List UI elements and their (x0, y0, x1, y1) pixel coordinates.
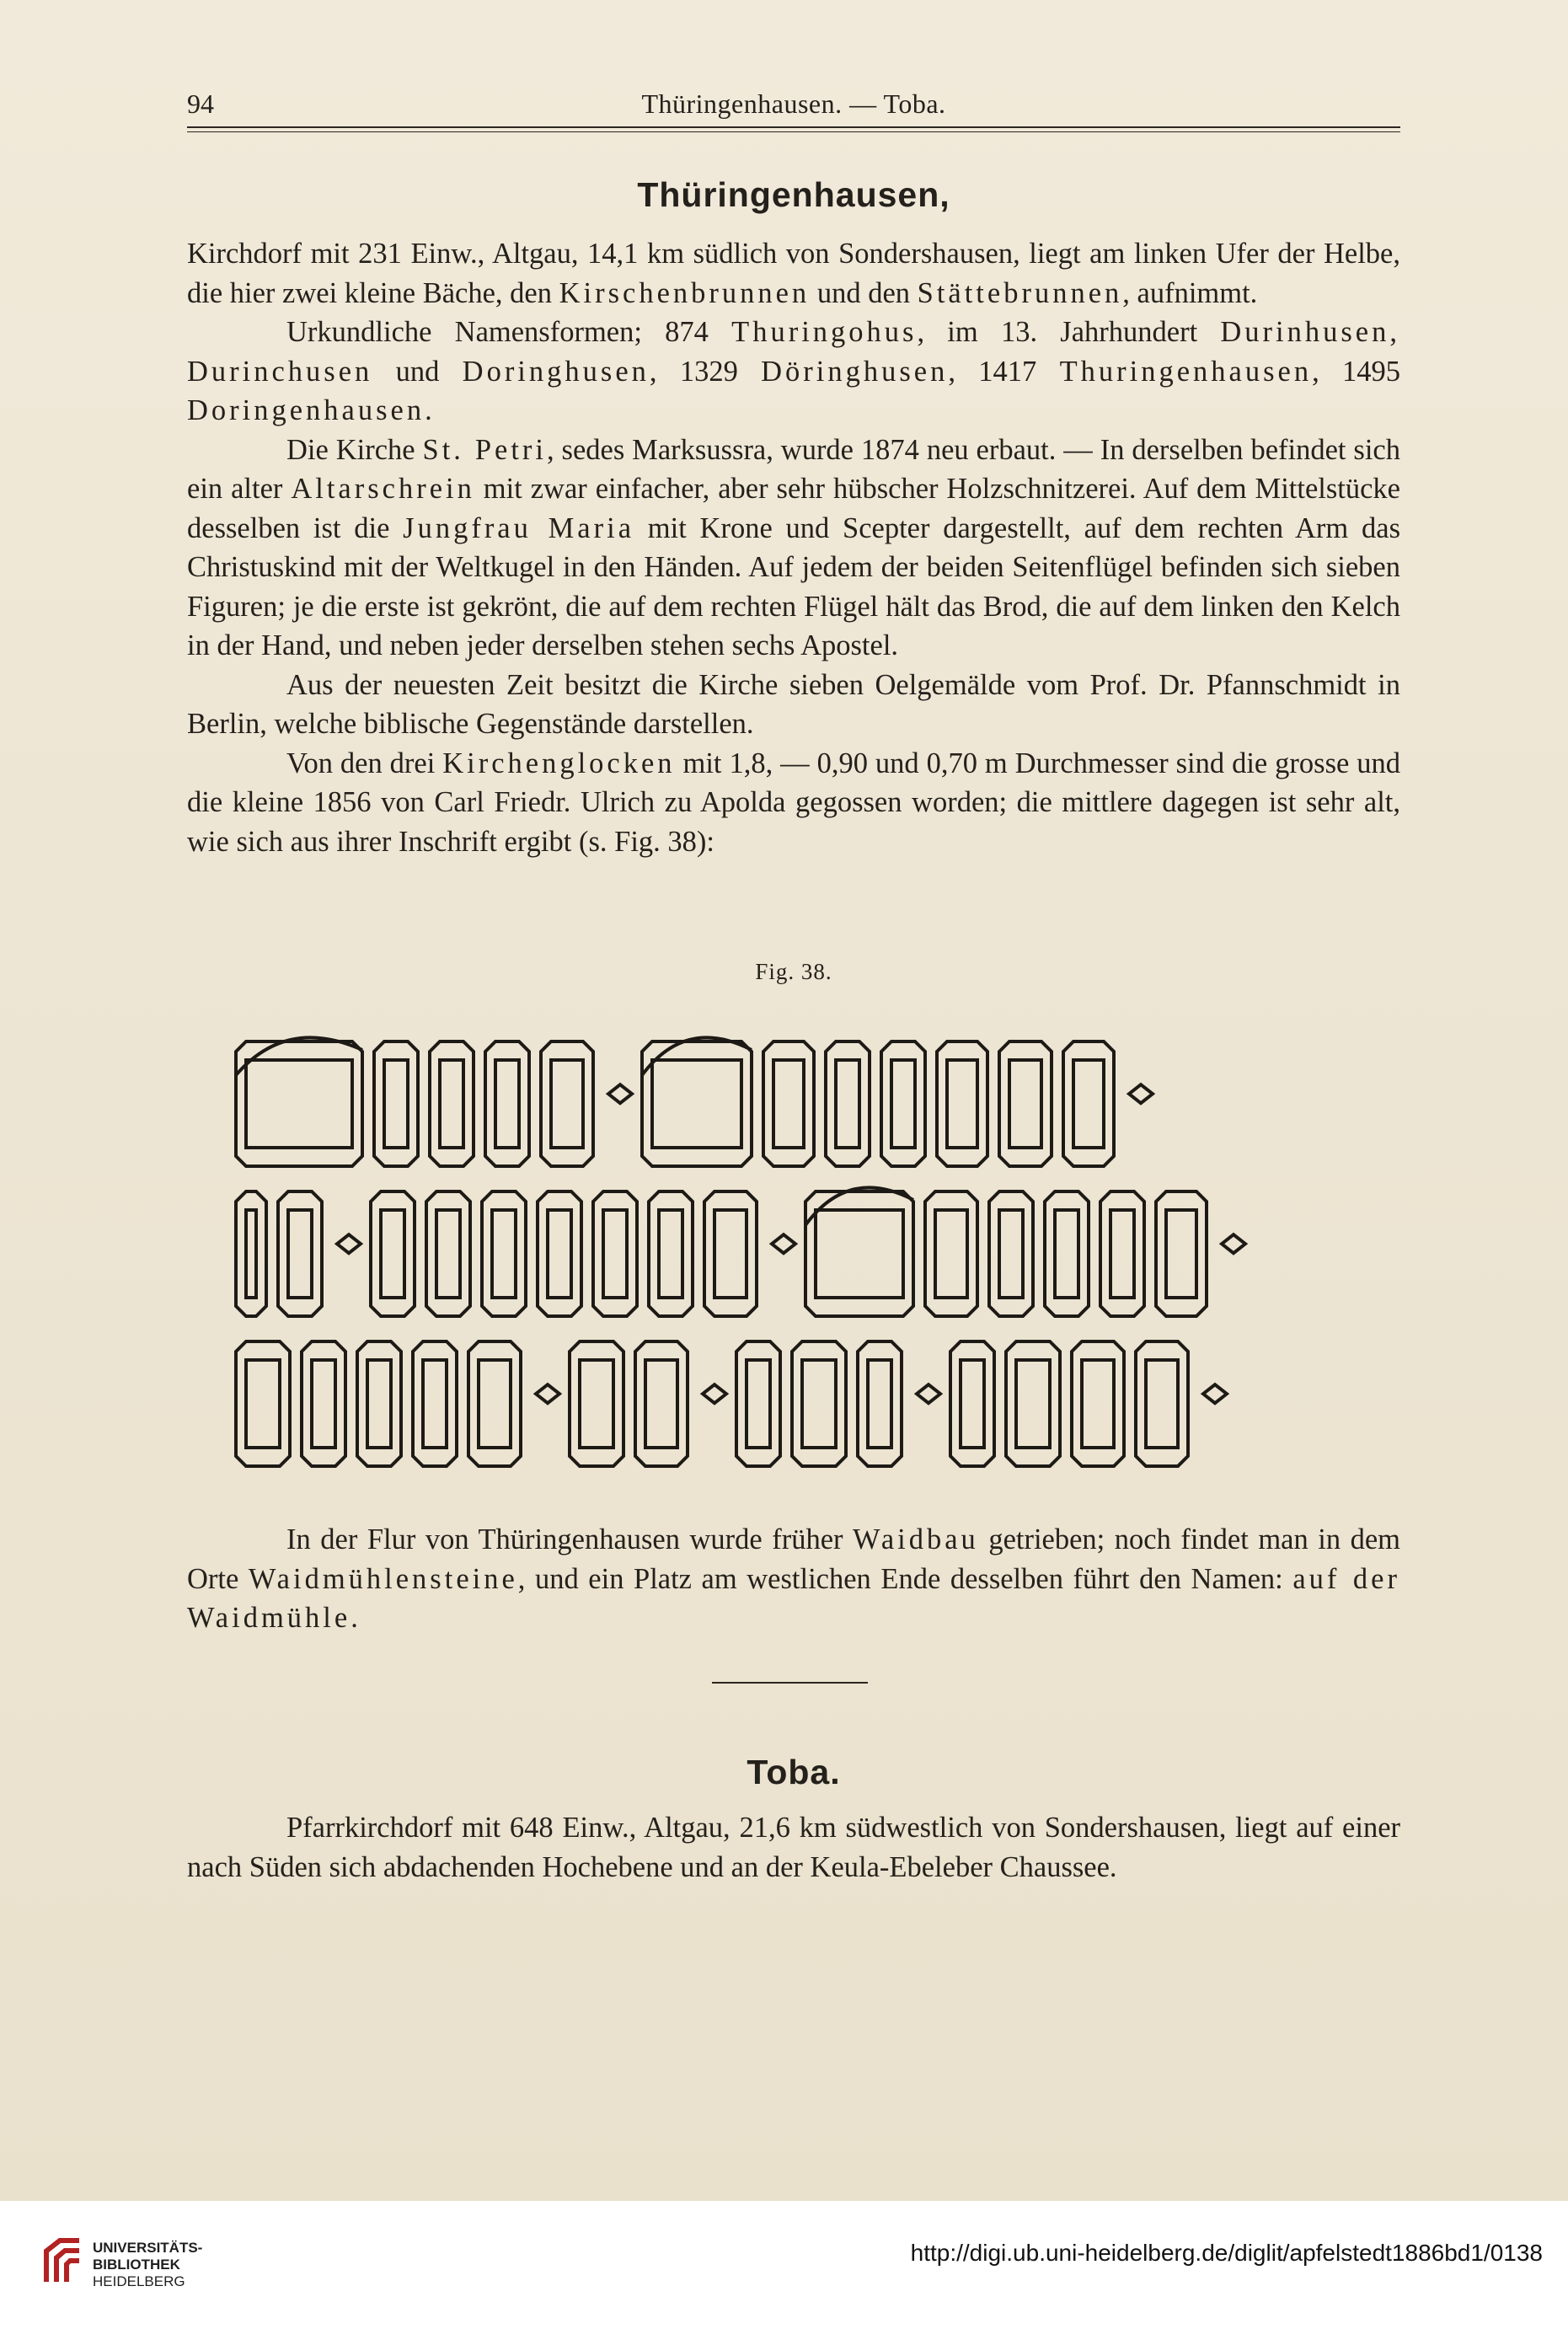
inscription-letter (413, 1341, 457, 1466)
inscription-letter (278, 1191, 322, 1316)
spaced-term: Thuringohus (731, 316, 918, 348)
spaced-term: St. Petri (422, 433, 547, 466)
inscription-letter (468, 1341, 521, 1466)
footer-bar (0, 2201, 1568, 2329)
paragraph (187, 666, 1400, 744)
paragraph (187, 431, 1400, 666)
running-head (187, 83, 1400, 125)
inscription-letter (541, 1041, 593, 1166)
spaced-term: auf der Waidmühle (187, 1562, 1400, 1634)
inscription-letter (1156, 1191, 1207, 1316)
inscription-letter (357, 1341, 401, 1466)
library-name (93, 2240, 202, 2290)
inscription-letter (236, 1041, 362, 1166)
inscription-letter (950, 1341, 994, 1466)
inscription-letter (236, 1191, 266, 1316)
inscription-letter (538, 1191, 581, 1316)
separator-diamond (1129, 1084, 1153, 1103)
text-run: , sedes Marksussra, wurde 1874 neu erbaut. — In derselben befindet sich ein alter (187, 433, 1400, 505)
body-text-upper (187, 234, 1400, 861)
inscription-letter (937, 1041, 987, 1166)
text-run: , 1495 (1312, 355, 1401, 388)
spaced-term: Doringhusen (462, 355, 650, 388)
spaced-term: Altarschrein (291, 473, 475, 505)
inscription-letter (430, 1041, 474, 1166)
inscription-glyphs (236, 1037, 1245, 1466)
spaced-term: Kirschenbrunnen (559, 276, 811, 309)
inscription-letter (989, 1191, 1033, 1316)
initial-swash (642, 1037, 752, 1075)
header-rule (187, 126, 1400, 132)
spaced-term: Durinhusen, Durinchusen (187, 316, 1400, 388)
separator-diamond (608, 1084, 632, 1103)
body-text-toba (187, 1808, 1400, 1887)
initial-swash (236, 1037, 362, 1075)
inscription-letter (881, 1041, 925, 1166)
inscription-letter (805, 1191, 913, 1316)
inscription-letter (1063, 1041, 1114, 1166)
inscription-letter (426, 1191, 470, 1316)
inscription-letter (649, 1191, 693, 1316)
text-run: Urkundliche Namensformen; 874 (286, 316, 732, 348)
section-divider (712, 1682, 868, 1684)
text-run: Von den drei (286, 747, 443, 779)
inscription-letter (236, 1341, 290, 1466)
text-run: . (351, 1602, 358, 1634)
inscription-letter (1006, 1341, 1060, 1466)
library-name-line: HEIDELBERG (93, 2273, 185, 2289)
spaced-term: Waidbau (853, 1523, 979, 1555)
inscription-letter (371, 1191, 415, 1316)
running-title: Thüringenhausen. — Toba. (641, 88, 946, 119)
figure-caption: Fig. 38. (755, 959, 832, 984)
separator-diamond (772, 1234, 795, 1253)
inscription-letter (736, 1341, 780, 1466)
bell-inscription-figure (227, 1018, 1365, 1490)
inscription-letter (485, 1041, 529, 1166)
text-run: , 1417 (948, 355, 1060, 388)
paragraph (187, 234, 1400, 313)
text-run: , 1329 (649, 355, 762, 388)
spaced-term: Döringhusen (761, 355, 949, 388)
library-logo-icon (40, 2235, 83, 2285)
inscription-letter (1136, 1341, 1188, 1466)
spaced-term: Waidmühlensteine (248, 1562, 518, 1595)
inscription-letter (482, 1191, 526, 1316)
inscription-letter (302, 1341, 345, 1466)
paragraph (187, 1520, 1400, 1638)
inscription-letter (593, 1191, 637, 1316)
section-title-toba: Toba. (747, 1753, 841, 1791)
text-run: Aus der neuesten Zeit besitzt die Kirche sieben Oelgemälde vom Prof. Dr. Pfannschmidt in Berlin, welche biblische Gegenstände darstellen. (187, 668, 1400, 740)
inscription-letter (642, 1041, 752, 1166)
paragraph (187, 1808, 1400, 1887)
initial-swash (805, 1187, 913, 1225)
library-name-line: UNIVERSITÄTS- (93, 2240, 203, 2256)
text-run: mit Krone und Scepter dargestellt, auf dem rechten Arm das Christuskind mit der Weltkugel in den Händen. Auf jedem der beiden Seitenflügel befinden sich sieben Figuren; je die erste ist gekrönt, die auf dem rechten Flügel hält das Brod, die auf dem linken den Kelch in der Hand, und neben jeder derselben stehen sechs Apostel. (187, 511, 1401, 661)
text-run: Pfarrkirchdorf mit 648 Einw., Altgau, 21,6 km südwestlich von Sondershausen, liegt auf einer nach Süden sich abdachenden Hochebene und an der Keula-Ebeleber Chaussee. (187, 1812, 1400, 1883)
text-run: und (372, 355, 463, 388)
spaced-term: Thuringenhausen (1059, 355, 1313, 388)
text-run: getrieben; noch findet man in dem Orte (187, 1523, 1400, 1595)
inscription-letter (704, 1191, 757, 1316)
inscription-letter (792, 1341, 846, 1466)
inscription-letter (826, 1041, 870, 1166)
section-title-thueringenhausen: Thüringenhausen, (637, 175, 950, 214)
spaced-term: Jungfrau Maria (403, 511, 635, 544)
text-run: mit zwar einfacher, aber sehr hübscher Holzschnitzerei. Auf dem Mittelstücke desselben ist die (187, 473, 1400, 544)
text-run: Die Kirche (286, 433, 423, 466)
inscription-letter (374, 1041, 418, 1166)
inscription-letter (1045, 1191, 1089, 1316)
separator-diamond (337, 1234, 361, 1253)
text-run: . (425, 394, 432, 426)
paragraph (187, 744, 1400, 862)
text-run: mit 1,8, — 0,90 und 0,70 m Durchmesser sind die grosse und die kleine 1856 von Carl Friedr. Ulrich zu Apolda gegossen worden; die mittlere dagegen ist sehr alt, wie sich aus ihrer Inschrift ergibt (s. Fig. 38): (187, 747, 1400, 858)
page-number: 94 (187, 88, 214, 119)
spaced-term: Doringenhausen (187, 394, 425, 426)
text-run: Kirchdorf mit 231 Einw., Altgau, 14,1 km südlich von Sondershausen, liegt am linken Ufer der Helbe, die hier zwei kleine Bäche, den (187, 238, 1400, 309)
inscription-letter (999, 1041, 1052, 1166)
source-url-link[interactable]: http://digi.ub.uni-heidelberg.de/diglit/apfelstedt1886bd1/0138 (910, 2240, 1543, 2266)
paragraph (187, 313, 1400, 431)
text-run: , aufnimmt. (1122, 276, 1258, 309)
text-run: , im 13. Jahrhundert (917, 316, 1221, 348)
inscription-letter (858, 1341, 902, 1466)
separator-diamond (1222, 1234, 1245, 1253)
separator-diamond (536, 1384, 559, 1403)
body-text-lower (187, 1520, 1400, 1638)
text-run: In der Flur von Thüringenhausen wurde früher (286, 1523, 854, 1555)
text-run: und den (810, 276, 918, 309)
inscription-letter (635, 1341, 688, 1466)
spaced-term: Stättebrunnen (917, 276, 1123, 309)
inscription-letter (1072, 1341, 1124, 1466)
text-run: , und ein Platz am westlichen Ende desselben führt den Namen: (517, 1562, 1293, 1595)
spaced-term: Kirchenglocken (442, 747, 676, 779)
library-name-line: BIBLIOTHEK (93, 2257, 180, 2273)
inscription-letter (925, 1191, 977, 1316)
separator-diamond (703, 1384, 726, 1403)
inscription-letter (570, 1341, 623, 1466)
separator-diamond (1203, 1384, 1227, 1403)
separator-diamond (917, 1384, 940, 1403)
inscription-letter (763, 1041, 814, 1166)
inscription-letter (1100, 1191, 1144, 1316)
